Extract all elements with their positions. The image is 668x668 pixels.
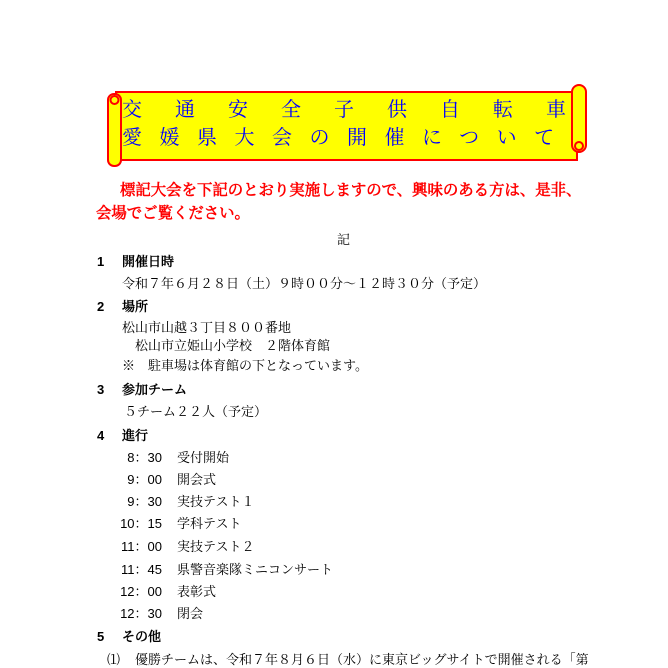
schedule-row <box>110 606 510 622</box>
schedule-time: 12：00 <box>120 584 162 599</box>
schedule-time: 9：30 <box>127 494 162 509</box>
section-heading-teams: 参加チーム <box>122 382 188 397</box>
event-datetime: 令和７年６月２８日（土）９時００分～１２時３０分（予定） <box>122 276 487 291</box>
schedule-row <box>110 472 510 488</box>
venue-address: 松山市山越３丁目８００番地 <box>122 320 292 335</box>
section-heading-venue: 場所 <box>122 299 149 314</box>
teams-count: ５チーム２２人（予定） <box>124 404 268 419</box>
list-marker: ⑴ <box>107 652 121 667</box>
section-heading-program: 進行 <box>122 428 149 443</box>
section-heading-other: その他 <box>122 629 162 644</box>
banner-left-curl <box>111 96 119 104</box>
schedule-row <box>110 562 510 578</box>
section-heading-datetime: 開催日時 <box>122 254 175 269</box>
title-line-2: 愛媛県大会の開催について <box>122 125 572 149</box>
schedule-row <box>110 450 510 466</box>
schedule-item: 学科テスト <box>177 516 242 531</box>
venue-building: 松山市立姫山小学校 ２階体育館 <box>135 338 331 353</box>
schedule-row <box>110 584 510 600</box>
parking-note: ※ 駐車場は体育館の下となっています。 <box>122 358 368 373</box>
schedule-item: 表彰式 <box>177 584 217 599</box>
schedule-item: 実技テスト１ <box>177 494 255 509</box>
schedule-item: 県警音楽隊ミニコンサート <box>177 562 334 577</box>
section-number: 1 <box>97 254 105 269</box>
schedule-time: 11：00 <box>121 539 162 554</box>
schedule-row <box>110 494 510 510</box>
title-line-1: 交通安全子供自転車 <box>122 97 599 121</box>
section-number: 2 <box>97 299 105 314</box>
schedule-item: 閉会 <box>177 606 204 621</box>
schedule-row <box>110 539 510 555</box>
schedule-time: 12：30 <box>120 606 162 621</box>
other-item-text: 優勝チームは、令和７年８月６日（水）に東京ビッグサイトで開催される「第 <box>135 652 589 667</box>
schedule-item: 実技テスト２ <box>177 539 255 554</box>
schedule-time: 10：15 <box>120 516 162 531</box>
schedule-time: 8：30 <box>127 450 162 465</box>
schedule-item: 受付開始 <box>177 450 230 465</box>
schedule-time: 9：00 <box>127 472 162 487</box>
schedule-item: 開会式 <box>177 472 217 487</box>
banner-right-curl <box>575 142 583 150</box>
schedule-time: 11：45 <box>121 562 162 577</box>
section-number: 4 <box>97 428 105 443</box>
intro-line-2: 会場でご覧ください。 <box>96 204 250 222</box>
section-number: 5 <box>97 629 105 644</box>
intro-line-1: 標記大会を下記のとおり実施しますので、興味のある方は、是非、 <box>120 181 582 199</box>
ki-heading: 記 <box>337 232 351 247</box>
section-number: 3 <box>97 382 105 397</box>
schedule-row <box>110 516 510 532</box>
